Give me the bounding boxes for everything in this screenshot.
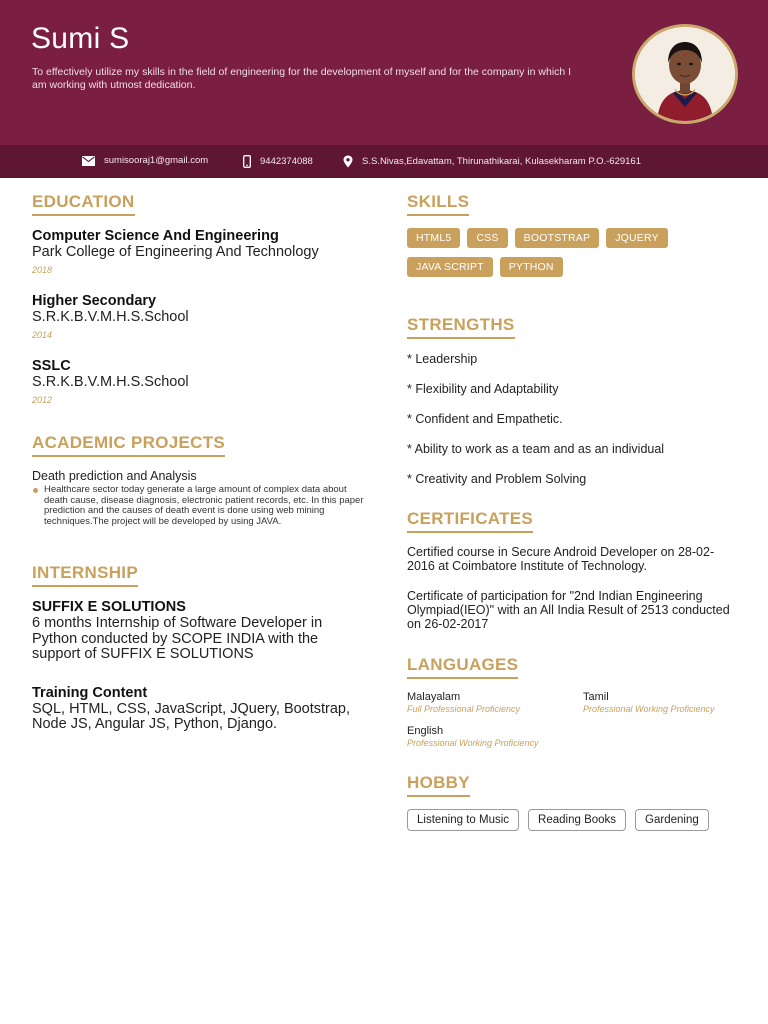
strengths-heading: STRENGTHS (407, 315, 515, 339)
skill-tag: JQUERY (606, 228, 668, 248)
education-institution: S.R.K.B.V.M.H.S.School (32, 374, 189, 390)
hobby-tag: Reading Books (528, 809, 626, 831)
education-heading: EDUCATION (32, 192, 135, 216)
education-year: 2014 (32, 330, 53, 340)
languages-heading: LANGUAGES (407, 655, 518, 679)
strength-item: * Confident and Empathetic. (407, 412, 563, 426)
education-degree: Higher Secondary (32, 293, 157, 309)
education-entry (32, 293, 367, 340)
education-entry (32, 358, 367, 405)
language-item (583, 691, 743, 715)
strength-item: * Creativity and Problem Solving (407, 472, 587, 486)
left-column (32, 192, 367, 733)
language-item (407, 725, 583, 749)
education-entry (32, 228, 367, 275)
skills-list (407, 228, 707, 277)
language-item (407, 691, 583, 715)
right-column (407, 192, 742, 831)
certificates-list (407, 545, 742, 631)
project-description: Healthcare sector today generate a large amount of complex data about death cause, disease diagnosis, electronic patient records, etc. In this paper prediction and the causes of death event is done using web mining techniques.The project will be developed by using JAVA. (44, 485, 367, 527)
language-name: Tamil (583, 691, 609, 703)
internship-entry (32, 599, 367, 733)
resume-header (0, 0, 768, 145)
hobby-tag: Listening to Music (407, 809, 519, 831)
training-content: SQL, HTML, CSS, JavaScript, JQuery, Bootstrap, Node JS, Angular JS, Python, Django. (32, 700, 351, 732)
skills-heading: SKILLS (407, 192, 469, 216)
candidate-name: Sumi S (31, 22, 130, 55)
internship-company: SUFFIX E SOLUTIONS (32, 599, 186, 615)
education-institution: S.R.K.B.V.M.H.S.School (32, 309, 189, 325)
skill-tag: PYTHON (500, 257, 563, 277)
project-entry (32, 469, 367, 527)
education-institution: Park College of Engineering And Technology (32, 244, 319, 260)
academic-projects-heading: ACADEMIC PROJECTS (32, 433, 225, 457)
certificate-item: Certificate of participation for "2nd Indian Engineering Olympiad(IEO)" with an All India Result of 2513 conducted on 26-02-2017 (407, 589, 730, 631)
internship-description: 6 months Internship of Software Developer in Python conducted by SCOPE INDIA with the support of SUFFIX E SOLUTIONS (32, 615, 323, 662)
email-text: sumisooraj1@gmail.com (104, 155, 209, 166)
mobile-phone-icon (243, 155, 251, 168)
language-name: Malayalam (407, 691, 461, 703)
language-proficiency: Full Professional Proficiency (407, 704, 521, 714)
profile-photo-image (635, 27, 735, 121)
education-degree: SSLC (32, 358, 71, 374)
internship-heading: INTERNSHIP (32, 563, 138, 587)
training-content-label: Training Content (32, 684, 148, 701)
certificates-heading: CERTIFICATES (407, 509, 533, 533)
phone-text: 9442374088 (260, 156, 313, 167)
project-title: Death prediction and Analysis (32, 469, 197, 483)
language-name: English (407, 725, 444, 737)
project-description-list (32, 485, 367, 527)
strength-item: * Flexibility and Adaptability (407, 382, 559, 396)
languages-list (407, 691, 742, 749)
education-degree: Computer Science And Engineering (32, 228, 279, 244)
certificate-item: Certified course in Secure Android Developer on 28-02- 2016 at Coimbatore Institute of Technology. (407, 545, 715, 573)
contact-bar (0, 145, 768, 178)
contact-email[interactable] (82, 155, 208, 166)
address-text: S.S.Nivas,Edavattam, Thirunathikarai, Kulasekharam P.O.-629161 (362, 156, 641, 167)
strength-item: * Ability to work as a team and as an individual (407, 442, 665, 456)
envelope-icon (82, 156, 95, 166)
skill-tag: BOOTSTRAP (515, 228, 600, 248)
strength-item: * Leadership (407, 352, 478, 366)
hobby-tag: Gardening (635, 809, 709, 831)
contact-address (343, 155, 641, 168)
location-pin-icon (343, 155, 353, 168)
language-proficiency: Professional Working Proficiency (407, 738, 539, 748)
skill-tag: JAVA SCRIPT (407, 257, 493, 277)
skill-tag: CSS (467, 228, 507, 248)
hobby-heading: HOBBY (407, 773, 470, 797)
education-year: 2018 (32, 265, 53, 275)
skill-tag: HTML5 (407, 228, 460, 248)
education-year: 2012 (32, 395, 53, 405)
language-proficiency: Professional Working Proficiency (583, 704, 715, 714)
contact-phone[interactable] (243, 155, 313, 168)
strengths-list (407, 351, 742, 487)
profile-photo (632, 24, 738, 124)
career-objective: To effectively utilize my skills in the field of engineering for the development of myself and for the company in which I am working with utmost dedication. (32, 66, 572, 91)
hobby-list (407, 809, 742, 831)
